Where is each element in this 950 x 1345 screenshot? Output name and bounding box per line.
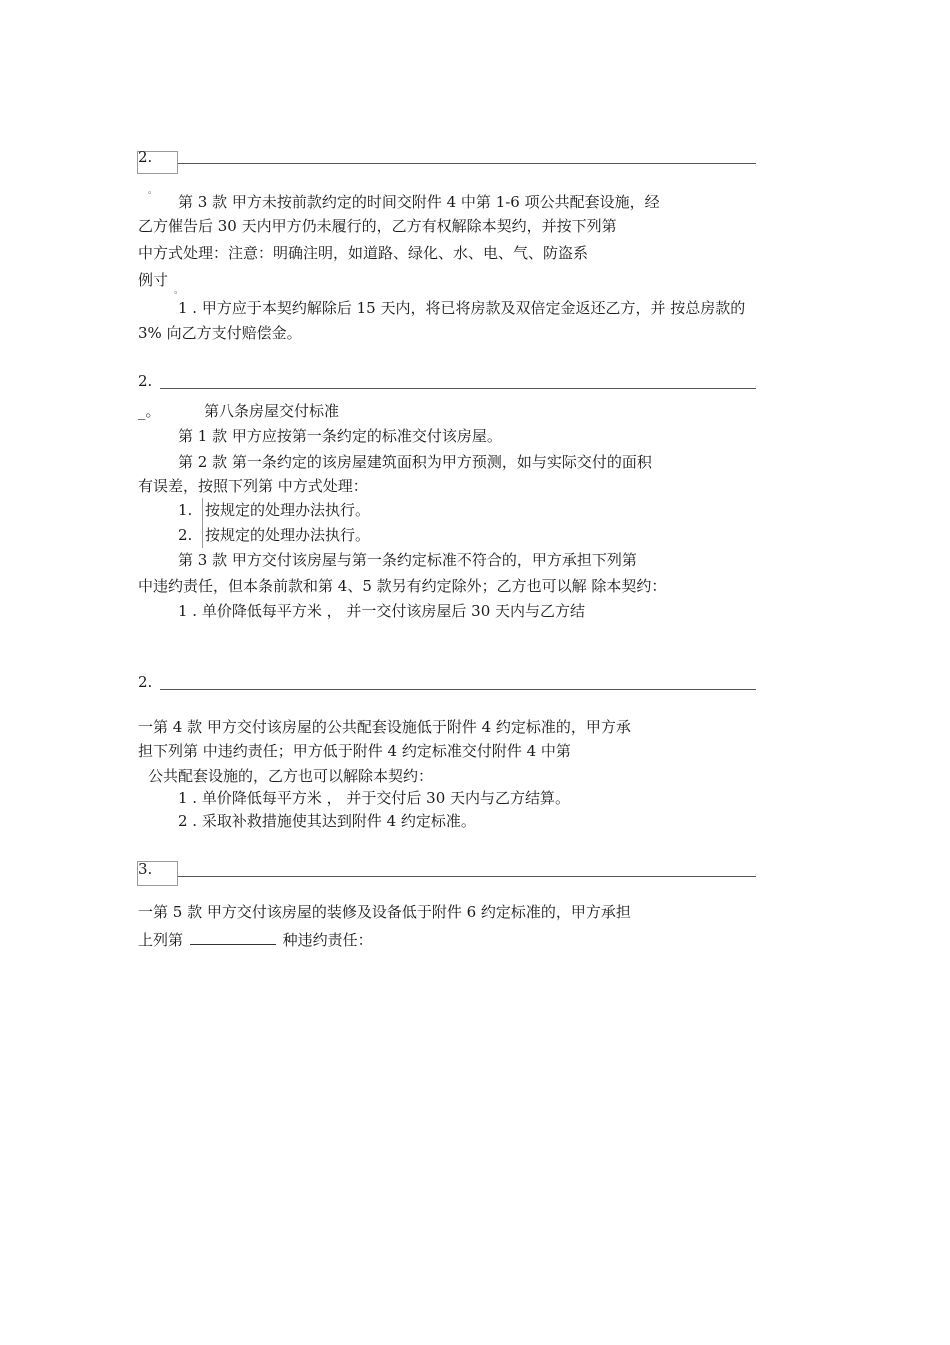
- paragraph-line: 1 . 单价降低每平方米 ， 并一交付该房屋后 30 天内与乙方结: [178, 602, 586, 620]
- list-item-number: 2.: [178, 526, 193, 544]
- fill-in-line: [178, 876, 756, 877]
- paragraph-line: 2 . 采取补救措施使其达到附件 4 约定标准。: [178, 812, 476, 830]
- paragraph-line: 乙方催告后 30 天内甲方仍未履行的，乙方有权解除本契约，并按下列第: [138, 217, 617, 235]
- blank-field: [190, 930, 276, 945]
- text-fragment: 种违约责任：: [282, 931, 373, 949]
- paragraph-line: 一第 5 款 甲方交付该房屋的装修及设备低于附件 6 约定标准的，甲方承担: [138, 903, 631, 921]
- paragraph-line: 一第 4 款 甲方交付该房屋的公共配套设施低于附件 4 约定标准的，甲方承: [138, 718, 631, 736]
- fill-in-line: [178, 163, 756, 164]
- section-heading: 第八条房屋交付标准: [204, 402, 340, 420]
- prefix-mark: _。: [138, 402, 161, 420]
- list-item: 按规定的处理办法执行。: [205, 501, 371, 519]
- paragraph-line: 中违约责任，但本条前款和第 4、5 款另有约定除外；乙方也可以解 除本契约：: [138, 577, 667, 595]
- paragraph-line: 3% 向乙方支付赔偿金。: [138, 324, 302, 342]
- paragraph-line: [138, 930, 373, 950]
- paragraph-line: 1 . 甲方应于本契约解除后 15 天内，将已将房款及双倍定金返还乙方，并 按总房款的: [178, 299, 746, 317]
- paragraph-line: 公共配套设施的，乙方也可以解除本契约：: [148, 767, 434, 785]
- paragraph-line: 中方式处理：注意：明确注明，如道路、绿化、水、电、气、防盗系: [138, 244, 589, 262]
- item-number: 3.: [138, 860, 153, 878]
- dot-mark: 。: [148, 186, 158, 196]
- list-bracket: [202, 498, 203, 548]
- paragraph-line: 例寸: [138, 271, 169, 289]
- paragraph-line: 有误差，按照下列第 中方式处理：: [138, 477, 368, 495]
- paragraph-line: 第 1 款 甲方应按第一条约定的标准交付该房屋。: [178, 427, 502, 445]
- item-number: 2.: [138, 372, 153, 390]
- list-item: 按规定的处理办法执行。: [205, 526, 371, 544]
- text-fragment: 上列第: [138, 931, 184, 949]
- paragraph-line: 第 3 款 甲方未按前款约定的时间交附件 4 中第 1-6 项公共配套设施，经: [178, 193, 660, 211]
- item-number: 2.: [138, 673, 153, 691]
- fill-in-line: [160, 388, 756, 389]
- paragraph-line: 1 . 单价降低每平方米 ， 并于交付后 30 天内与乙方结算。: [178, 789, 571, 807]
- paragraph-line: 担下列第 中违约责任；甲方低于附件 4 约定标准交付附件 4 中第: [138, 742, 571, 760]
- paragraph-line: 第 3 款 甲方交付该房屋与第一条约定标准不符合的，甲方承担下列第: [178, 551, 637, 569]
- paragraph-line: 第 2 款 第一条约定的该房屋建筑面积为甲方预测，如与实际交付的面积: [178, 453, 652, 471]
- dot-mark: 。: [174, 286, 184, 296]
- fill-in-line: [160, 689, 756, 690]
- item-number: 2.: [138, 148, 153, 166]
- list-item-number: 1.: [178, 501, 193, 519]
